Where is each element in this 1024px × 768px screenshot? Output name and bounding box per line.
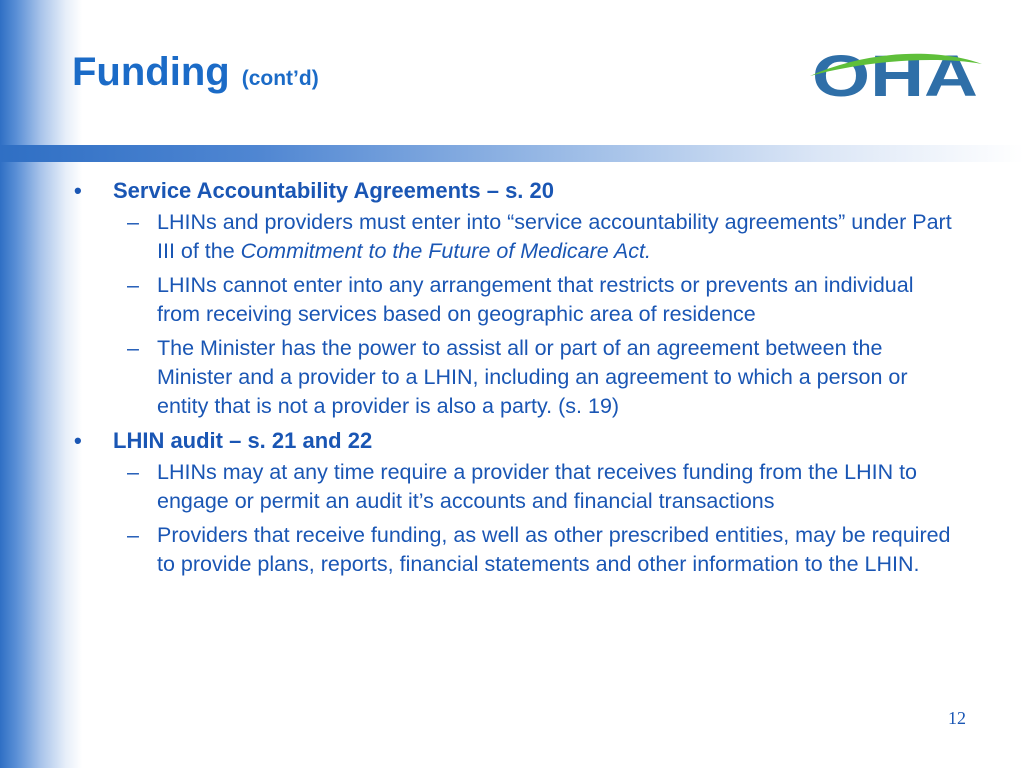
bullet-lhin-audit	[72, 426, 972, 455]
slide-body	[72, 176, 972, 584]
oha-logo	[808, 40, 984, 110]
slide-title	[72, 50, 319, 95]
subitem-lhins-restrictions	[72, 271, 962, 329]
header-divider-bar	[0, 145, 1024, 162]
subitem-lhins-agreements	[72, 208, 962, 266]
subitem-text: LHINs may at any time require a provider that receives funding from the LHIN to engage or permit an audit it’s accounts and financial transactions	[157, 460, 918, 513]
bullet-mark: •	[74, 428, 82, 453]
title-text: Funding	[72, 50, 230, 94]
left-gradient-band	[0, 0, 82, 768]
dash-mark: –	[127, 336, 139, 360]
subitem-minister-power	[72, 334, 962, 421]
subitem-audit-requirement	[72, 458, 962, 516]
bullet-service-accountability	[72, 176, 972, 205]
bullet-heading: Service Accountability Agreements – s. 20	[113, 178, 554, 203]
subitem-text: LHINs cannot enter into any arrangement that restricts or prevents an individual from receiving services based on geographic area of residence	[157, 273, 914, 326]
dash-mark: –	[127, 210, 139, 234]
dash-mark: –	[127, 523, 139, 547]
subitem-provider-reports	[72, 521, 962, 579]
subitem-text: LHINs and providers must enter into “service accountability agreements” under Part III of the	[157, 210, 952, 263]
page-number: 12	[948, 708, 966, 728]
dash-mark: –	[127, 273, 139, 297]
bullet-mark: •	[74, 178, 82, 203]
title-suffix: (cont’d)	[241, 67, 319, 90]
subitem-text: Providers that receive funding, as well as other prescribed entities, may be required to provide plans, reports, financial statements and other information to the LHIN.	[157, 523, 951, 576]
bullet-heading: LHIN audit – s. 21 and 22	[113, 428, 373, 453]
subitem-text: The Minister has the power to assist all or part of an agreement between the Minister and a provider to a LHIN, including an agreement to which a person or entity that is not a provider is also a party. (s. 19)	[157, 336, 908, 418]
oha-logo-text: OHA	[812, 44, 978, 109]
dash-mark: –	[127, 460, 139, 484]
act-title: Commitment to the Future of Medicare Act.	[240, 239, 651, 263]
